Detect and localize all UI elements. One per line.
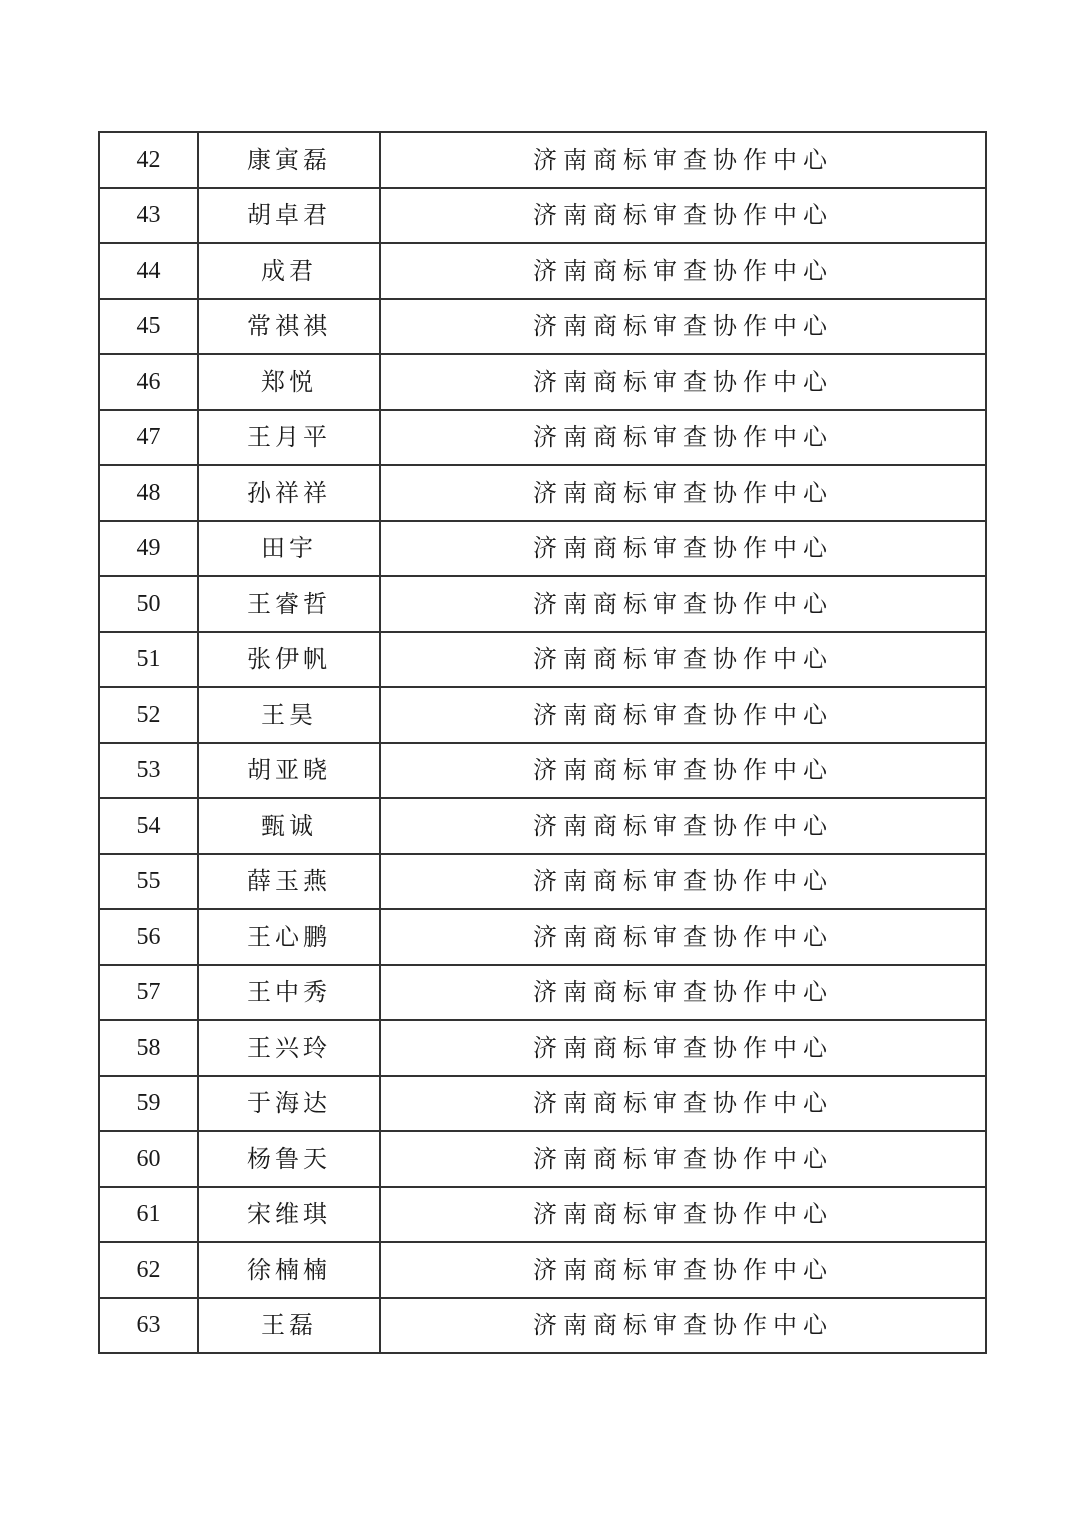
person-name: 王磊: [198, 1298, 380, 1354]
row-number: 45: [99, 299, 198, 355]
table-row: [99, 132, 986, 188]
row-number: 52: [99, 687, 198, 743]
organization: 济南商标审查协作中心: [380, 965, 986, 1021]
table-row: [99, 465, 986, 521]
organization: 济南商标审查协作中心: [380, 1187, 986, 1243]
row-number: 48: [99, 465, 198, 521]
organization: 济南商标审查协作中心: [380, 1076, 986, 1132]
person-name: 甄诚: [198, 798, 380, 854]
row-number: 54: [99, 798, 198, 854]
table-row: [99, 1187, 986, 1243]
row-number: 51: [99, 632, 198, 688]
organization: 济南商标审查协作中心: [380, 576, 986, 632]
row-number: 59: [99, 1076, 198, 1132]
organization: 济南商标审查协作中心: [380, 798, 986, 854]
organization: 济南商标审查协作中心: [380, 854, 986, 910]
person-name: 田宇: [198, 521, 380, 577]
table-row: [99, 243, 986, 299]
person-name: 成君: [198, 243, 380, 299]
table-row: [99, 687, 986, 743]
organization: 济南商标审查协作中心: [380, 521, 986, 577]
table-row: [99, 354, 986, 410]
row-number: 58: [99, 1020, 198, 1076]
row-number: 43: [99, 188, 198, 244]
person-name: 王心鹏: [198, 909, 380, 965]
row-number: 63: [99, 1298, 198, 1354]
row-number: 61: [99, 1187, 198, 1243]
person-name: 常祺祺: [198, 299, 380, 355]
table-row: [99, 576, 986, 632]
row-number: 49: [99, 521, 198, 577]
table-row: [99, 188, 986, 244]
table-row: [99, 798, 986, 854]
table-row: [99, 743, 986, 799]
organization: 济南商标审查协作中心: [380, 465, 986, 521]
organization: 济南商标审查协作中心: [380, 632, 986, 688]
organization: 济南商标审查协作中心: [380, 687, 986, 743]
person-name: 张伊帆: [198, 632, 380, 688]
table-row: [99, 1298, 986, 1354]
organization: 济南商标审查协作中心: [380, 1298, 986, 1354]
row-number: 46: [99, 354, 198, 410]
person-name: 王月平: [198, 410, 380, 466]
roster-table-body: [99, 132, 986, 1353]
person-name: 徐楠楠: [198, 1242, 380, 1298]
person-name: 康寅磊: [198, 132, 380, 188]
table-row: [99, 1020, 986, 1076]
organization: 济南商标审查协作中心: [380, 243, 986, 299]
organization: 济南商标审查协作中心: [380, 1131, 986, 1187]
table-row: [99, 1131, 986, 1187]
organization: 济南商标审查协作中心: [380, 410, 986, 466]
person-name: 王中秀: [198, 965, 380, 1021]
person-name: 杨鲁天: [198, 1131, 380, 1187]
table-row: [99, 521, 986, 577]
table-row: [99, 299, 986, 355]
person-name: 胡卓君: [198, 188, 380, 244]
table-row: [99, 410, 986, 466]
row-number: 44: [99, 243, 198, 299]
organization: 济南商标审查协作中心: [380, 354, 986, 410]
row-number: 50: [99, 576, 198, 632]
table-row: [99, 909, 986, 965]
row-number: 55: [99, 854, 198, 910]
table-row: [99, 854, 986, 910]
row-number: 62: [99, 1242, 198, 1298]
person-name: 郑悦: [198, 354, 380, 410]
organization: 济南商标审查协作中心: [380, 743, 986, 799]
row-number: 42: [99, 132, 198, 188]
table-row: [99, 965, 986, 1021]
organization: 济南商标审查协作中心: [380, 188, 986, 244]
row-number: 53: [99, 743, 198, 799]
row-number: 60: [99, 1131, 198, 1187]
organization: 济南商标审查协作中心: [380, 132, 986, 188]
row-number: 47: [99, 410, 198, 466]
row-number: 56: [99, 909, 198, 965]
organization: 济南商标审查协作中心: [380, 909, 986, 965]
person-name: 胡亚晓: [198, 743, 380, 799]
person-name: 宋维琪: [198, 1187, 380, 1243]
organization: 济南商标审查协作中心: [380, 299, 986, 355]
person-name: 薛玉燕: [198, 854, 380, 910]
table-row: [99, 632, 986, 688]
organization: 济南商标审查协作中心: [380, 1020, 986, 1076]
organization: 济南商标审查协作中心: [380, 1242, 986, 1298]
row-number: 57: [99, 965, 198, 1021]
person-name: 孙祥祥: [198, 465, 380, 521]
table-row: [99, 1076, 986, 1132]
person-name: 于海达: [198, 1076, 380, 1132]
person-name: 王昊: [198, 687, 380, 743]
roster-table: [98, 131, 987, 1354]
person-name: 王兴玲: [198, 1020, 380, 1076]
table-row: [99, 1242, 986, 1298]
person-name: 王睿哲: [198, 576, 380, 632]
